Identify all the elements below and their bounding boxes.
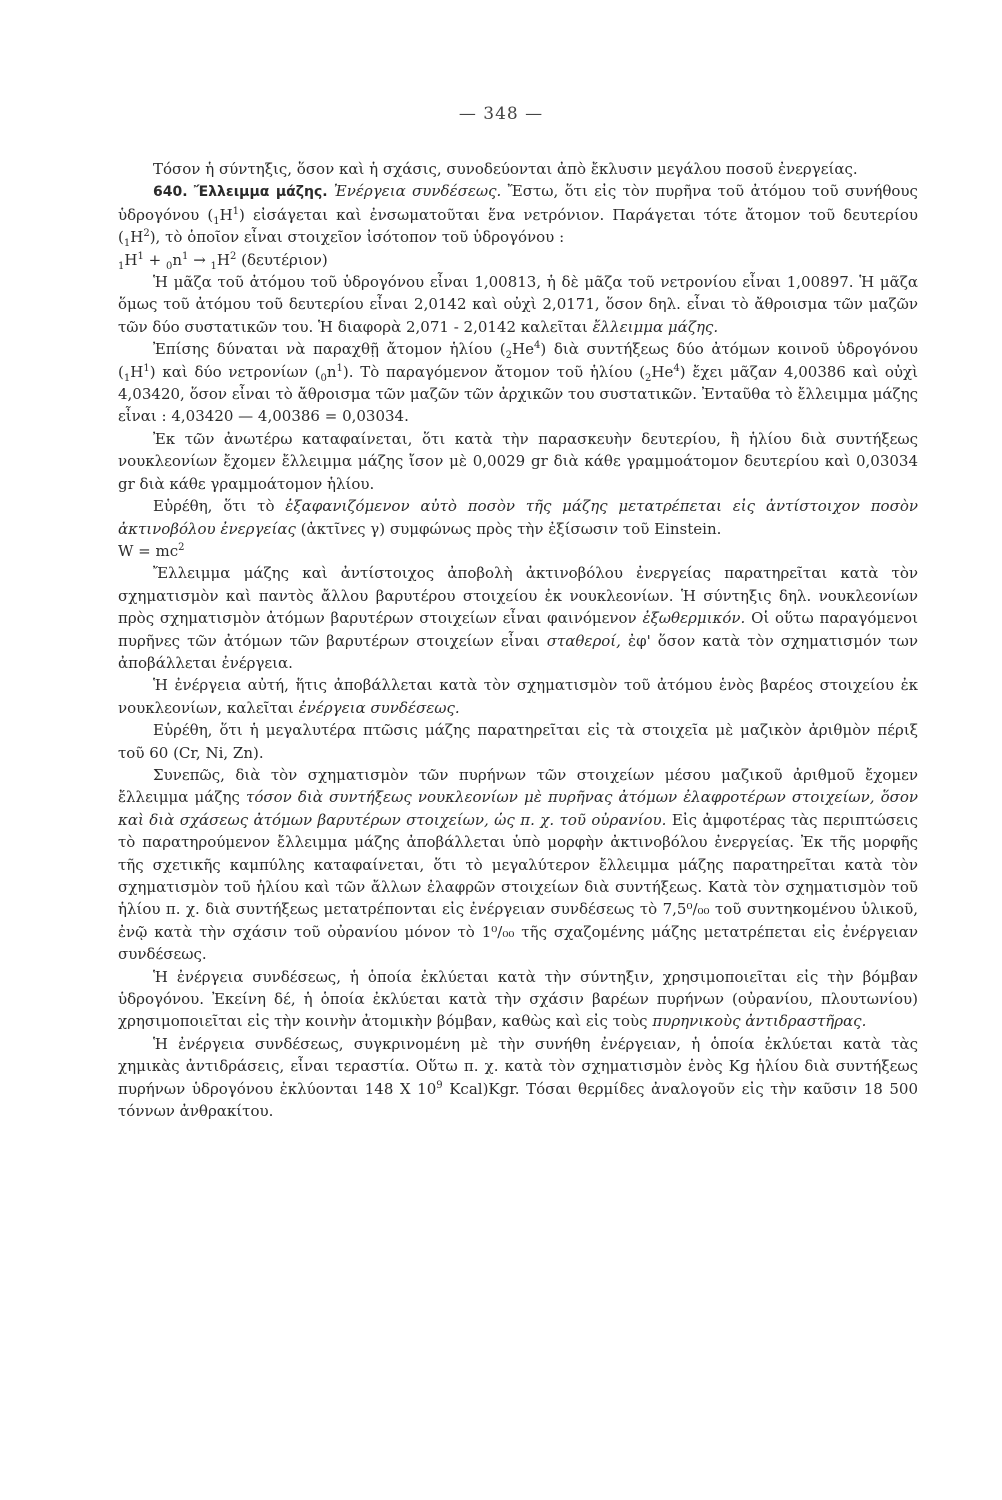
section-subheading: Ἐνέργεια συνδέσεως. bbox=[333, 182, 502, 201]
section-heading: Ἔλλειμμα μάζης. bbox=[193, 184, 328, 201]
equation-deuterium: $_1H^1 + _0n^1 \to _1H^2$ (δευτέριον) bbox=[118, 250, 328, 272]
paragraph: Ἡ μᾶζα τοῦ ἀτόμου τοῦ ὑδρογόνου εἶναι 1,00813, ἡ δὲ μᾶζα τοῦ νετρονίου εἶναι 1,00897. Ἡ μᾶζα ὅμως τοῦ ἀτόμου τοῦ δευτερίου εἶναι 2,0142 καὶ οὐχὶ 2,0171, ὅσον δηλ. εἶναι τὸ ἄθροισμα τῶν μαζῶν τῶν δύο συστατικῶν του. Ἡ διαφορὰ 2,071 - 2,0142 καλεῖται ἔλλειμμα μάζης. bbox=[118, 273, 918, 336]
paragraph: Ἐπίσης δύναται νὰ παραχθῇ ἄτομον ἡλίου $(_2He^4)$ διὰ συντήξεως δύο ἀτόμων κοινοῦ ὑδρογόνου $(_1H^1)$ καὶ δύο νετρονίων $(_0n^1)$. Τὸ παραγόμενον ἄτομον τοῦ ἡλίου $(_2He^4)$ ἔχει μᾶζαν 4,00386 καὶ οὐχὶ 4,03420, ὅσον εἶναι τὸ ἄθροισμα τῶν μαζῶν τῶν ἀρχικῶν του συστατικῶν. Ἐνταῦθα τὸ ἔλλειμμα μάζης εἶναι : 4,03420 — 4,00386 = 0,03034. bbox=[118, 340, 918, 426]
equation-einstein: $W = mc^2$ bbox=[118, 541, 185, 560]
page-number: — 348 — bbox=[458, 104, 544, 124]
paragraph: Ἡ ἐνέργεια συνδέσεως, συγκρινομένη μὲ τὴν συνήθη ἐνέργειαν, ἡ ὁποία ἐκλύεται κατὰ τὰς χημικὰς ἀντιδράσεις, εἶναι τεραστία. Οὕτω π. χ. κατὰ τὸν σχηματισμὸν ἑνὸς Kg ἡλίου διὰ συντήξεως πυρήνων ὑδρογόνου ἐκλύονται 148 Χ $10^9$ Kcal)Kgr. Τόσαι θερμίδες ἀναλογοῦν εἰς τὴν καῦσιν 18 500 τόννων ἀνθρακίτου. bbox=[118, 1034, 918, 1121]
paragraph: Ἡ ἐνέργεια συνδέσεως, ἡ ὁποία ἐκλύεται κατὰ τὴν σύντηξιν, χρησιμοποιεῖται εἰς τὴν βόμβαν ὑδρογόνου. Ἐκείνη δέ, ἡ ὁποία ἐκλύεται κατὰ τὴν σχάσιν βαρέων πυρήνων (οὐρανίου, πλουτωνίου) χρησιμοποιεῖται εἰς τὴν κοινὴν ἀτομικὴν βόμβαν, καθὼς καὶ εἰς τοὺς πυρηνικοὺς ἀντιδραστῆρας. bbox=[118, 967, 918, 1031]
section-number: 640. bbox=[153, 184, 188, 201]
page-body bbox=[118, 158, 918, 1122]
paragraph: Τόσον ἡ σύντηξις, ὅσον καὶ ἡ σχάσις, συνοδεύονται ἀπὸ ἔκλυσιν μεγάλου ποσοῦ ἐνεργείας. bbox=[153, 160, 858, 178]
paragraph: Ἐκ τῶν ἀνωτέρω καταφαίνεται, ὅτι κατὰ τὴν παρασκευὴν δευτερίου, ἢ ἡλίου διὰ συντήξεως νουκλεονίων ἔχομεν ἔλλειμμα μάζης ἴσον μὲ 0,0029 gr διὰ κάθε γραμμοάτομον δευτερίου καὶ 0,03034 gr διὰ κάθε γραμμοάτομον ἡλίου. bbox=[118, 429, 918, 493]
paragraph: Ἡ ἐνέργεια αὐτή, ἥτις ἀποβάλλεται κατὰ τὸν σχηματισμὸν τοῦ ἀτόμου ἑνὸς βαρέος στοιχείου ἐκ νουκλεονίων, καλεῖται ἐνέργεια συνδέσεως. bbox=[118, 676, 918, 717]
paragraph: Εὑρέθη, ὅτι ἡ μεγαλυτέρα πτῶσις μάζης παρατηρεῖται εἰς τὰ στοιχεῖα μὲ μαζικὸν ἀριθμὸν πέριξ τοῦ 60 (Cr, Ni, Zn). bbox=[118, 721, 918, 762]
paragraph: Ἔλλειμμα μάζης καὶ ἀντίστοιχος ἀποβολὴ ἀκτινοβόλου ἐνεργείας παρατηρεῖται κατὰ τὸν σχηματισμὸν καὶ παντὸς ἄλλου βαρυτέρου στοιχείου ἐκ νουκλεονίων. Ἡ σύντηξις δηλ. νουκλεονίων πρὸς σχηματισμὸν ἀτόμων βαρυτέρων στοιχείων εἶναι φαινόμενον ἐξωθερμικόν. Οἱ οὕτω παραγόμενοι πυρῆνες τῶν ἀτόμων τῶν βαρυτέρων στοιχείων εἶναι σταθεροί, ἐφ' ὅσον κατὰ τὸν σχηματισμόν των ἀποβάλλεται ἐνέργεια. bbox=[118, 564, 918, 672]
paragraph: Συνεπῶς, διὰ τὸν σχηματισμὸν τῶν πυρήνων τῶν στοιχείων μέσου μαζικοῦ ἀριθμοῦ ἔχομεν ἔλλειμμα μάζης τόσον διὰ συντήξεως νουκλεονίων μὲ πυρῆνας ἀτόμων ἐλαφροτέρων στοιχείων, ὅσον καὶ διὰ σχάσεως ἀτόμων βαρυτέρων στοιχείων, ὡς π. χ. τοῦ οὐρανίου. Εἰς ἀμφοτέρας τὰς περιπτώσεις τὸ παρατηρούμενον ἔλλειμμα μάζης ἀποβάλλεται ὑπὸ μορφὴν ἀκτινοβόλου ἐνεργείας. Ἐκ τῆς μορφῆς τῆς σχετικῆς καμπύλης καταφαίνεται, ὅτι τὸ μεγαλύτερον ἔλλειμμα μάζης παρατηρεῖται κατὰ τὸν σχηματισμὸν τοῦ ἡλίου καὶ τῶν ἄλλων ἐλαφρῶν στοιχείων διὰ συντήξεως. Κατὰ τὸν σχηματισμὸν τοῦ ἡλίου π. χ. διὰ συντήξεως μετατρέπονται εἰς ἐνέργειαν συνδέσεως τὸ 7,5⁰/₀₀ τοῦ συντηκομένου ὑλικοῦ, ἐνῷ κατὰ τὴν σχάσιν τοῦ οὐρανίου μόνον τὸ 1⁰/₀₀ τῆς σχαζομένης μάζης μετατρέπεται εἰς ἐνέργειαν συνδέσεως. bbox=[118, 765, 919, 964]
paragraph: Εὑρέθη, ὅτι τὸ ἐξαφανιζόμενον αὐτὸ ποσὸν τῆς μάζης μετατρέπεται εἰς ἀντίστοιχον ποσὸν ἀκτινοβόλου ἐνεργείας (ἀκτῖνες γ) συμφώνως πρὸς τὴν ἐξίσωσιν τοῦ Einstein. bbox=[118, 497, 918, 538]
section-640: 640. Ἔλλειμμα μάζης. Ἐνέργεια συνδέσεως. Ἔστω, ὅτι εἰς τὸν πυρῆνα τοῦ ἀτόμου τοῦ συνήθους ὑδρογόνου $(_1H^1)$ εἰσάγεται καὶ ἐνσωματοῦται ἕνα νετρόνιον. Παράγεται τότε ἄτομον τοῦ δευτερίου $(_1H^2)$, τὸ ὁποῖον εἶναι στοιχεῖον ἰσότοπον τοῦ ὑδρογόνου : bbox=[118, 182, 918, 250]
